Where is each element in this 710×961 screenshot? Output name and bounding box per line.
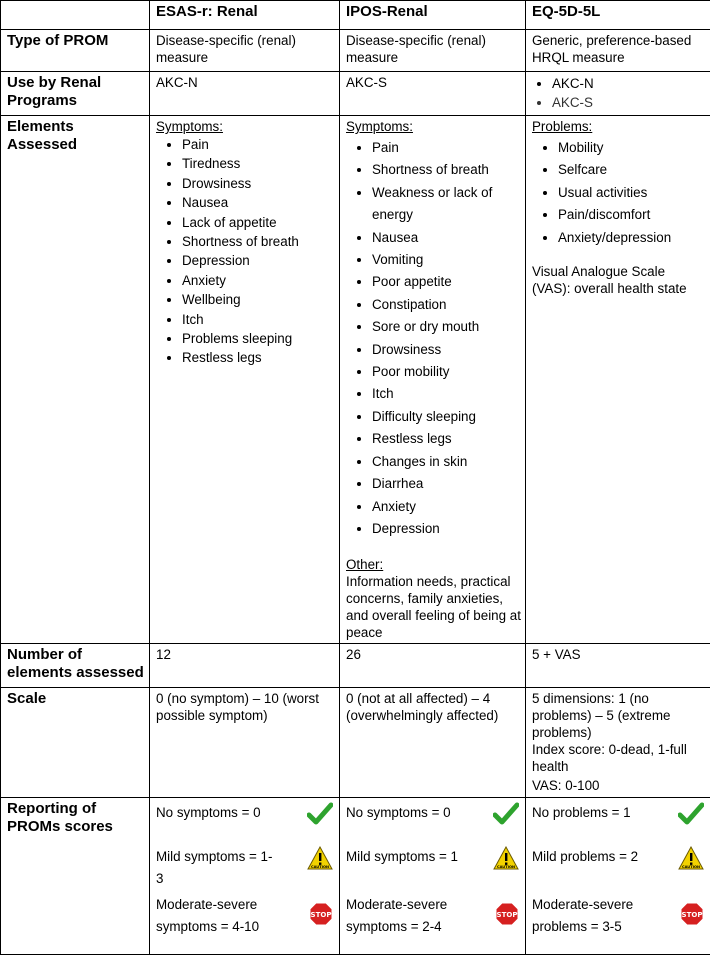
stop-icon — [680, 902, 704, 930]
type-eq5d: Generic, preference-based HRQL measure — [526, 30, 710, 72]
col-header-ipos: IPOS-Renal — [340, 1, 526, 30]
row-scale — [1, 688, 710, 798]
list-item: • Drowsiness — [182, 174, 335, 193]
list-item: • Drowsiness — [372, 339, 521, 361]
row-label-use: Use by Renal Programs — [1, 72, 150, 116]
list-item: • Shortness of breath — [182, 232, 335, 251]
symptoms-heading: Symptoms: — [346, 119, 413, 134]
list-item: • Nausea — [182, 193, 335, 212]
list-item: • Shortness of breath — [372, 159, 521, 181]
row-label-reporting: Reporting of PROMs scores — [1, 798, 150, 955]
list-item: • Sore or dry mouth — [372, 316, 521, 338]
row-type — [1, 30, 710, 72]
list-item: • Anxiety/depression — [558, 227, 706, 249]
report-line — [532, 894, 652, 938]
use-esas: AKC-N — [150, 72, 340, 116]
reporting-esas — [150, 798, 340, 955]
report-text: No problems = 1 — [532, 805, 631, 821]
list-item: • Pain — [372, 137, 521, 159]
list-item: • Itch — [182, 310, 335, 329]
number-eq5d: 5 + VAS — [526, 644, 710, 688]
report-line — [532, 846, 652, 868]
list-item: • Difficulty sleeping — [372, 406, 521, 428]
check-icon — [493, 802, 519, 830]
scale-dimensions: 5 dimensions: 1 (no problems) – 5 (extreme problems) — [532, 691, 671, 741]
reporting-eq5d — [526, 798, 710, 955]
number-esas: 12 — [150, 644, 340, 688]
vas-text: Visual Analogue Scale (VAS): overall health state — [532, 264, 687, 297]
check-icon — [678, 802, 704, 830]
list-item: • Pain/discomfort — [558, 204, 706, 226]
scale-vas: VAS: 0-100 — [532, 778, 600, 794]
list-item: • AKC-S — [552, 93, 706, 112]
scale-esas: 0 (no symptom) – 10 (worst possible symptom) — [150, 688, 340, 798]
stop-text: STOP — [496, 911, 518, 920]
row-label-scale: Scale — [1, 688, 150, 798]
list-item: • Restless legs — [372, 428, 521, 450]
symptoms-heading: Symptoms: — [156, 119, 223, 134]
report-text: Moderate-severe symptoms = 4-10 — [156, 897, 260, 935]
list-item: • Pain — [182, 135, 335, 154]
report-line — [532, 802, 652, 824]
scale-index: Index score: 0-dead, 1-full health — [532, 742, 687, 775]
report-text: Mild symptoms = 1-3 — [156, 849, 273, 887]
report-line — [156, 802, 276, 824]
list-item: • Weakness or lack of energy — [372, 182, 521, 227]
list-item: • AKC-N — [552, 74, 706, 93]
type-ipos: Disease-specific (renal) measure — [340, 30, 526, 72]
type-esas: Disease-specific (renal) measure — [150, 30, 340, 72]
list-item: • Lack of appetite — [182, 213, 335, 232]
list-item: • Mobility — [558, 137, 706, 159]
report-line — [346, 894, 466, 938]
row-label-elements: Elements Assessed — [1, 116, 150, 644]
report-line — [156, 894, 276, 938]
report-text: No symptoms = 0 — [156, 805, 261, 821]
elements-eq5d — [526, 116, 710, 644]
stop-text: STOP — [681, 911, 703, 920]
caution-text: CAUTION — [681, 865, 701, 870]
stop-text: STOP — [310, 911, 332, 920]
row-reporting — [1, 798, 710, 955]
scale-eq5d — [526, 688, 710, 798]
list-item: • Poor appetite — [372, 271, 521, 293]
list-item: • Nausea — [372, 227, 521, 249]
report-line — [156, 846, 276, 890]
row-elements — [1, 116, 710, 644]
col-header-esas: ESAS-r: Renal — [150, 1, 340, 30]
use-eq5d — [526, 72, 710, 116]
caution-icon — [493, 846, 519, 874]
scale-ipos: 0 (not at all affected) – 4 (overwhelmingly affected) — [340, 688, 526, 798]
corner-cell — [1, 1, 150, 30]
elements-esas — [150, 116, 340, 644]
caution-text: CAUTION — [310, 865, 330, 870]
list-item: • Problems sleeping — [182, 329, 335, 348]
caution-icon — [307, 846, 333, 874]
list-item: • Anxiety — [182, 271, 335, 290]
stop-icon — [495, 902, 519, 930]
report-text: Mild symptoms = 1 — [346, 849, 458, 865]
eq5d-problem-list — [532, 137, 706, 249]
row-label-type: Type of PROM — [1, 30, 150, 72]
list-item: • Constipation — [372, 294, 521, 316]
number-ipos: 26 — [340, 644, 526, 688]
col-header-eq5d: EQ-5D-5L — [526, 1, 710, 30]
report-text: Moderate-severe problems = 3-5 — [532, 897, 634, 935]
list-item: • Tiredness — [182, 154, 335, 173]
report-line — [346, 846, 466, 868]
problems-heading: Problems: — [532, 119, 593, 134]
list-item: • Vomiting — [372, 249, 521, 271]
list-item: • Depression — [182, 251, 335, 270]
use-ipos: AKC-S — [340, 72, 526, 116]
list-item: • Diarrhea — [372, 473, 521, 495]
esas-symptom-list — [156, 135, 335, 368]
list-item: • Wellbeing — [182, 290, 335, 309]
list-item: • Restless legs — [182, 348, 335, 367]
ipos-symptom-list — [346, 137, 521, 540]
other-heading: Other: — [346, 557, 384, 573]
row-label-number: Number of elements assessed — [1, 644, 150, 688]
list-item: • Usual activities — [558, 182, 706, 204]
reporting-ipos — [340, 798, 526, 955]
report-text: Mild problems = 2 — [532, 849, 639, 865]
list-item: • Itch — [372, 383, 521, 405]
caution-icon — [678, 846, 704, 874]
list-item: • Anxiety — [372, 496, 521, 518]
row-number — [1, 644, 710, 688]
header-row — [1, 1, 710, 30]
list-item: • Poor mobility — [372, 361, 521, 383]
report-text: Moderate-severe symptoms = 2-4 — [346, 897, 448, 935]
row-use — [1, 72, 710, 116]
elements-ipos — [340, 116, 526, 644]
caution-text: CAUTION — [496, 865, 516, 870]
stop-icon — [309, 902, 333, 930]
other-text: Information needs, practical concerns, family anxieties, and overall feeling of being at peace — [346, 574, 521, 641]
list-item: • Changes in skin — [372, 451, 521, 473]
list-item: • Depression — [372, 518, 521, 540]
report-line — [346, 802, 466, 824]
check-icon — [307, 802, 333, 830]
list-item: • Selfcare — [558, 159, 706, 181]
report-text: No symptoms = 0 — [346, 805, 451, 821]
